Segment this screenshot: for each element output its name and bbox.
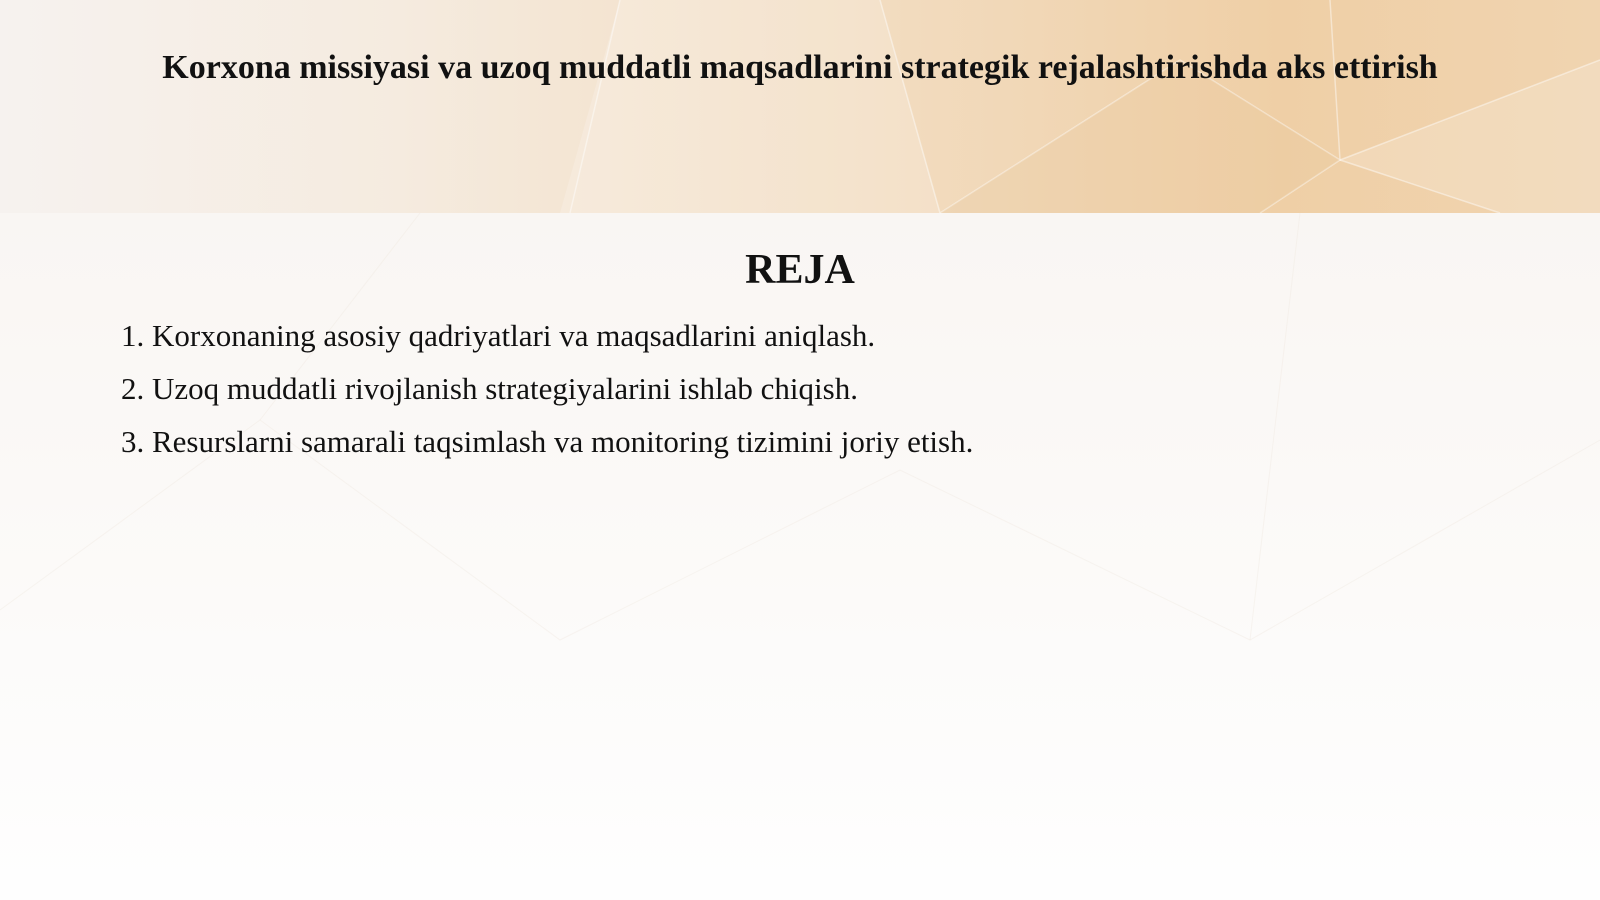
plan-item-3: 3. Resurslarni samarali taqsimlash va monitoring tizimini joriy etish.: [121, 424, 974, 459]
plan-list: [121, 309, 973, 468]
slide-title: Korxona missiyasi va uzoq muddatli maqsadlarini strategik rejalashtirishda aks ettirish: [162, 49, 1438, 86]
plan-item-1: 1. Korxonaning asosiy qadriyatlari va maqsadlarini aniqlash.: [121, 318, 876, 353]
plan-heading: REJA: [745, 247, 855, 293]
plan-item-2: 2. Uzoq muddatli rivojlanish strategiyalarini ishlab chiqish.: [121, 371, 858, 406]
